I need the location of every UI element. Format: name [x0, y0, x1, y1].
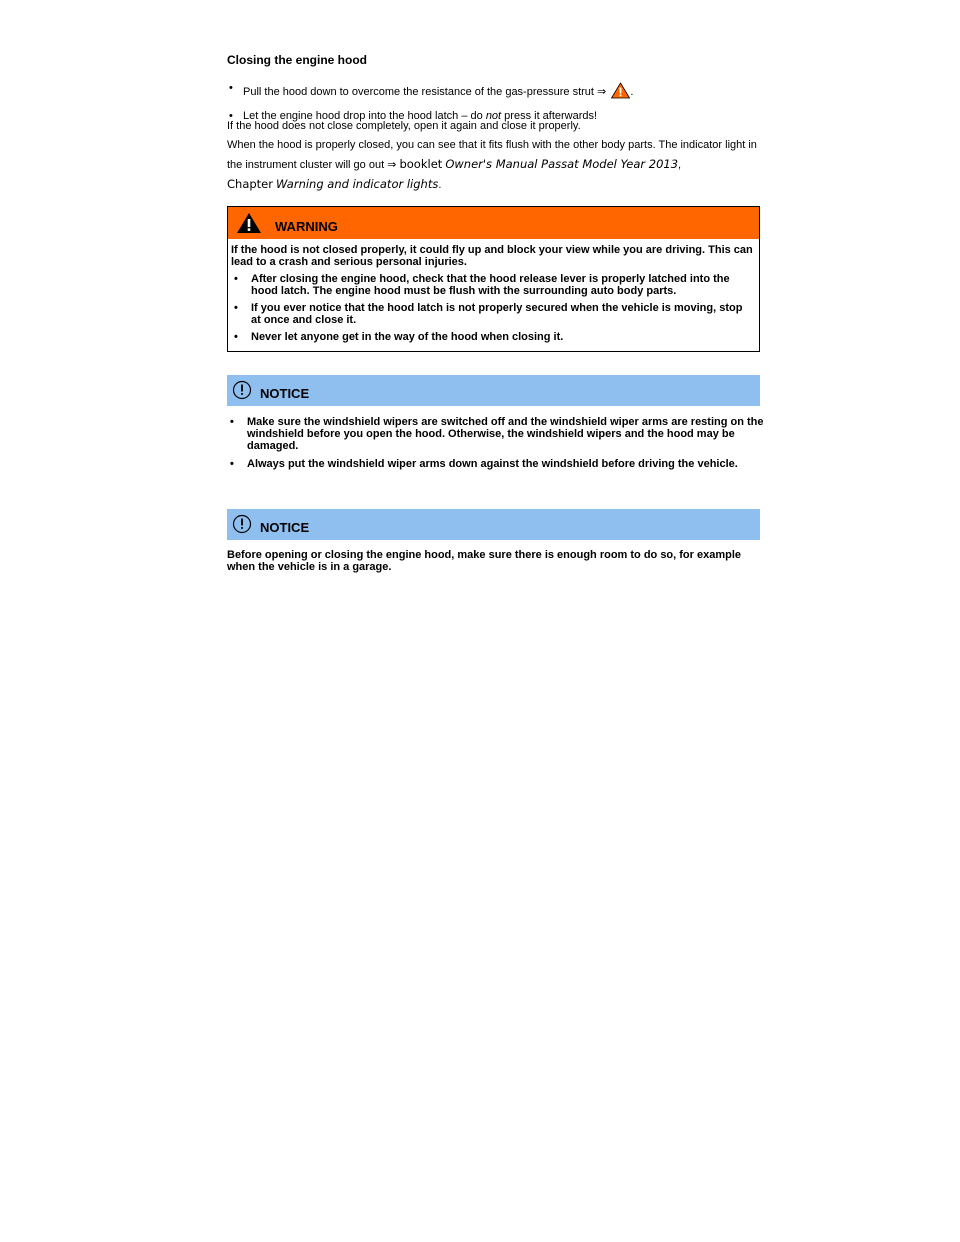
warning-intro: If the hood is not closed properly, it could fly up and block your view while you are driving. This can lead to a crash and serious personal injuries. [231, 244, 753, 268]
list-item-text: Pull the hood down to overcome the resistance of the gas-pressure strut ⇒ [243, 86, 607, 98]
notice-body [227, 416, 767, 476]
exclamation-circle-icon [232, 514, 252, 539]
chapter-label: Chapter [227, 177, 273, 191]
list-item: • After closing the engine hood, check that the hood release lever is properly latched into the hood latch. The engine hood must be flush with the surrounding auto body parts. [234, 273, 730, 297]
paragraph: When the hood is properly closed, you can see that it fits flush with the other body parts. The indicator light in the instrument cluster will go out ⇒ booklet Owner's Manual Passat Model Year 2013, Chapter Warning and indicator lights. [227, 139, 757, 191]
warning-header [228, 207, 759, 239]
list-item: • Let the engine hood drop into the hood latch – do not press it afterwards! [229, 110, 598, 122]
list-item: • If you ever notice that the hood latch is not properly secured when the vehicle is moving, stop at once and close it. [234, 302, 743, 326]
warning-label: WARNING [275, 219, 338, 234]
chapter-title[interactable]: Warning and indicator lights [276, 177, 439, 191]
notice-text: Before opening or closing the engine hood, make sure there is enough room to do so, for example when the vehicle is in a garage. [227, 549, 742, 573]
notice-header [227, 509, 760, 540]
warning-triangle-icon [236, 212, 262, 239]
list-item: • Never let anyone get in the way of the hood when closing it. [234, 331, 564, 343]
bullet-dot: • [229, 110, 233, 122]
notice-body [227, 549, 767, 573]
exclamation-circle-icon [232, 380, 252, 405]
warning-triangle-icon[interactable] [611, 82, 630, 102]
list-item: • Pull the hood down to overcome the resistance of the gas-pressure strut ⇒ . [227, 82, 760, 102]
reference-title[interactable]: Owner's Manual Passat Model Year 2013 [445, 157, 679, 171]
list-item: • Always put the windshield wiper arms down against the windshield before driving the vehicle. [230, 458, 738, 470]
warning-box [227, 206, 760, 352]
section-title: Closing the engine hood [227, 53, 367, 67]
reference-link[interactable]: booklet [399, 157, 443, 171]
notice-label: NOTICE [260, 386, 310, 401]
warning-body [228, 239, 759, 343]
paragraph: If the hood does not close completely, open it again and close it properly. [227, 120, 581, 132]
list-item: • Make sure the windshield wipers are switched off and the windshield wiper arms are resting on the windshield before you open the hood. Otherwise, the windshield wipers and the hood may be damaged. [230, 416, 764, 452]
bullet-dot: • [229, 82, 233, 94]
notice-header [227, 375, 760, 406]
notice-label: NOTICE [260, 520, 310, 535]
